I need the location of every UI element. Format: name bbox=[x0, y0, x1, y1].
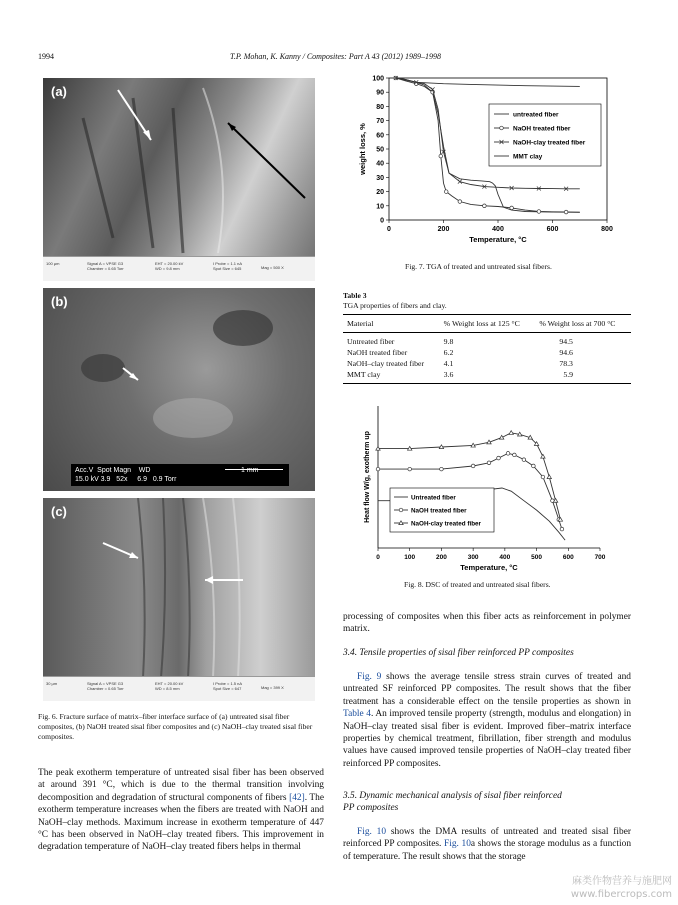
legend-label: MMT clay bbox=[513, 153, 543, 161]
data-point bbox=[376, 467, 380, 471]
fig7-tga-chart bbox=[355, 72, 625, 258]
y-tick-label: 50 bbox=[376, 146, 384, 154]
y-tick-label: 80 bbox=[376, 103, 384, 111]
table3 bbox=[343, 314, 631, 384]
data-point bbox=[510, 206, 514, 210]
legend-label: NaOH-clay treated fiber bbox=[513, 139, 586, 147]
x-tick-label: 200 bbox=[437, 226, 450, 233]
fig10-link[interactable]: Fig. 10 bbox=[357, 827, 387, 837]
sem-image-b bbox=[43, 288, 315, 491]
left-body-text-1: The peak exotherm temperature of untreated sisal fiber has been observed at around 391 °C, which is due to the thermal transition involving decomposition and degradation of structural components of fibers bbox=[38, 768, 324, 803]
legend-label: NaOH treated fiber bbox=[513, 125, 571, 133]
table-cell: MMT clay bbox=[343, 369, 440, 384]
table3-header-material: Material bbox=[343, 315, 440, 333]
page-number: 1994 bbox=[38, 52, 54, 61]
left-body-paragraph bbox=[38, 767, 324, 854]
x-tick-label: 500 bbox=[531, 554, 543, 561]
fig7-caption: Fig. 7. TGA of treated and untreated sisal fibers. bbox=[405, 262, 552, 271]
sem-info-right-c: I Probe = 1.5 nA Spot Size = 647 bbox=[213, 681, 243, 691]
sem-texture-b bbox=[43, 288, 315, 491]
sem-info-bar-c bbox=[43, 676, 315, 701]
legend-marker bbox=[500, 126, 504, 130]
table3-title: Table 3 bbox=[343, 291, 367, 300]
sem-info-mid-a: EHT = 20.00 kV WD = 9.8 mm bbox=[155, 261, 184, 271]
fig6-caption: Fig. 6. Fracture surface of matrix–fiber interface surface of (a) untreated sisal fiber composites, (b) NaOH treated sisal fiber composites and (c) NaOH–clay treated sisal fiber composites. bbox=[38, 712, 313, 741]
table-cell: 9.8 bbox=[443, 337, 454, 346]
table-cell: Untreated fiber bbox=[347, 337, 395, 346]
data-point bbox=[509, 431, 513, 435]
sem-info-bar-a bbox=[43, 256, 315, 281]
watermark-line1: 麻类作物营养与施肥网 bbox=[572, 876, 672, 887]
data-point bbox=[487, 461, 491, 465]
right-body-text-34a: shows the average tensile stress strain curves of treated and untreated SF reinforced PP composites. The result shows that the fiber treatment has a considerable effect on the tensile properties as shown in bbox=[343, 672, 631, 707]
section-3-5-heading-line1: 3.5. Dynamic mechanical analysis of sisal fiber reinforced bbox=[343, 791, 562, 801]
left-body-text-2: . The exotherm temperature increases when the fibers are treated with NaOH and NaOH–clay methods. Maximum increase in exotherm temperature of 447 °C has been observed in NaOH–clay treated fibers. This improvement in degradation temperature of NaOH–clay treated fibers helps in thermal bbox=[38, 792, 325, 853]
data-point bbox=[408, 467, 412, 471]
sem-line2-b: 15.0 kV 3.9 52x 6.9 0.9 Torr bbox=[75, 476, 177, 483]
y-tick-label: 10 bbox=[376, 203, 384, 211]
right-body-text-35a: shows the DMA results of untreated and treated sisal fiber reinforced PP composites. bbox=[343, 827, 631, 850]
table-row bbox=[343, 333, 631, 348]
table-row bbox=[343, 347, 631, 358]
table3-header-125: % Weight loss at 125 °C bbox=[440, 315, 536, 333]
data-point bbox=[564, 210, 568, 214]
sem-mag-c: Mag = 399 X bbox=[261, 685, 284, 690]
sem-scale-a: 100 µm bbox=[46, 261, 60, 266]
right-body-text-34b: . An improved tensile property (strength, modulus and elongation) in NaOH–clay treated sisal fiber is evident. Improved fiber–matrix interface properties by chemical treatment, fibrillation, fiber strength and modulus values have caused improved tensile properties of NaOH–clay treated fiber reinforced PP composites. bbox=[343, 709, 632, 769]
fig10a-link[interactable]: Fig. 10 bbox=[444, 839, 471, 850]
sem-info-left-c: Signal A = VPSE G3 Chamber = 0.65 Torr bbox=[87, 681, 124, 691]
x-tick-label: 0 bbox=[387, 226, 391, 233]
y-axis-label: Heat flow W/g, exotherm up bbox=[364, 431, 371, 523]
y-tick-label: 0 bbox=[380, 217, 384, 225]
x-tick-label: 300 bbox=[467, 554, 479, 561]
data-point bbox=[513, 453, 517, 457]
running-title: T.P. Mohan, K. Kanny / Composites: Part A 43 (2012) 1989–1998 bbox=[230, 52, 441, 61]
table3-header-700: % Weight loss at 700 °C bbox=[535, 315, 631, 333]
y-tick-label: 60 bbox=[376, 132, 384, 140]
x-tick-label: 800 bbox=[601, 226, 613, 233]
data-point bbox=[497, 456, 501, 460]
data-point bbox=[522, 458, 526, 462]
x-tick-label: 400 bbox=[492, 226, 504, 233]
table-cell: NaOH treated fiber bbox=[347, 348, 408, 357]
table3-header-row bbox=[343, 315, 631, 333]
x-tick-label: 200 bbox=[435, 554, 447, 561]
x-tick-label: 0 bbox=[376, 554, 380, 561]
data-point bbox=[440, 467, 444, 471]
fig9-link[interactable]: Fig. 9 bbox=[357, 672, 382, 682]
site-watermark bbox=[571, 875, 672, 901]
data-point bbox=[471, 464, 475, 468]
x-tick-label: 600 bbox=[562, 554, 574, 561]
table-cell: 4.1 bbox=[443, 359, 454, 368]
y-tick-label: 100 bbox=[372, 75, 384, 83]
legend-label: untreated fiber bbox=[513, 111, 559, 119]
fig8-caption: Fig. 8. DSC of treated and untreated sisal fibers. bbox=[404, 580, 551, 589]
panel-label-b: (b) bbox=[51, 294, 68, 309]
section-3-4-heading: 3.4. Tensile properties of sisal fiber reinforced PP composites bbox=[343, 648, 574, 658]
y-axis-label: weight loss, % bbox=[358, 123, 367, 175]
legend-marker bbox=[399, 508, 403, 512]
y-tick-label: 30 bbox=[376, 174, 384, 182]
sem-mag-a: Mag = 500 X bbox=[261, 265, 284, 270]
fig8-dsc-chart bbox=[362, 402, 622, 574]
table-cell: 94.5 bbox=[559, 337, 573, 346]
data-point bbox=[547, 475, 551, 479]
x-tick-label: 100 bbox=[404, 554, 416, 561]
sem-scale-c: 30 µm bbox=[46, 681, 58, 686]
data-point bbox=[541, 475, 545, 479]
y-tick-label: 40 bbox=[376, 160, 384, 168]
section-3-5-heading-line2: PP composites bbox=[343, 803, 399, 813]
legend-label: Untreated fiber bbox=[411, 494, 456, 502]
data-point bbox=[458, 200, 462, 204]
y-tick-label: 70 bbox=[376, 118, 384, 126]
table-cell: 78.3 bbox=[559, 359, 573, 368]
x-axis-label: Temperature, °C bbox=[460, 563, 518, 572]
data-point bbox=[506, 452, 510, 456]
sem-scale-b: 1 mm bbox=[241, 467, 259, 474]
legend-label: NaOH treated fiber bbox=[411, 507, 467, 515]
panel-label-a: (a) bbox=[51, 84, 67, 99]
data-point bbox=[439, 154, 443, 158]
sem-info-right-a: I Probe = 1.1 nA Spot Size = 645 bbox=[213, 261, 243, 271]
y-tick-label: 20 bbox=[376, 189, 384, 197]
panel-label-c: (c) bbox=[51, 504, 67, 519]
ref-42-link[interactable]: [42] bbox=[289, 792, 305, 803]
table-cell: 5.9 bbox=[535, 369, 631, 384]
table-row bbox=[343, 358, 631, 369]
right-body-p34 bbox=[343, 671, 631, 770]
sem-texture-c bbox=[43, 498, 315, 678]
table-cell: 6.2 bbox=[443, 348, 454, 357]
sem-line1-b: Acc.V Spot Magn WD bbox=[75, 467, 151, 474]
sem-image-c bbox=[43, 498, 315, 701]
sem-image-a bbox=[43, 78, 315, 281]
data-point bbox=[560, 527, 564, 531]
sem-info-mid-c: EHT = 20.00 kV WD = 8.5 mm bbox=[155, 681, 184, 691]
y-tick-label: 90 bbox=[376, 89, 384, 97]
table-cell: NaOH–clay treated fiber bbox=[347, 359, 425, 368]
sem-info-left-a: Signal A = VPSE G3 Chamber = 0.65 Torr bbox=[87, 261, 124, 271]
table-row bbox=[343, 369, 631, 384]
watermark-line2: www.fibercrops.com bbox=[570, 889, 672, 900]
x-tick-label: 700 bbox=[594, 554, 606, 561]
table4-link[interactable]: Table 4 bbox=[343, 709, 371, 720]
right-body-text-35b: a shows the storage modulus as a function of temperature. The result shows that the storage bbox=[343, 839, 632, 862]
table3-subtitle: TGA properties of fibers and clay. bbox=[343, 301, 447, 310]
x-tick-label: 400 bbox=[499, 554, 511, 561]
x-tick-label: 600 bbox=[546, 226, 559, 233]
table-cell: 3.6 bbox=[440, 369, 536, 384]
table-cell: 94.6 bbox=[559, 348, 573, 357]
right-body-p0: processing of composites when this fiber acts as reinforcement in polymer matrix. bbox=[343, 612, 631, 635]
data-point bbox=[541, 454, 545, 458]
data-point bbox=[537, 210, 541, 214]
data-point bbox=[444, 190, 448, 194]
data-point bbox=[483, 204, 487, 208]
sem-info-bar-b bbox=[71, 464, 289, 486]
x-axis-label: Temperature, °C bbox=[469, 235, 527, 244]
right-body-p35 bbox=[343, 826, 631, 863]
sem-texture-a bbox=[43, 78, 315, 258]
data-point bbox=[532, 464, 536, 468]
legend-label: NaOH-clay treated fiber bbox=[411, 520, 481, 528]
